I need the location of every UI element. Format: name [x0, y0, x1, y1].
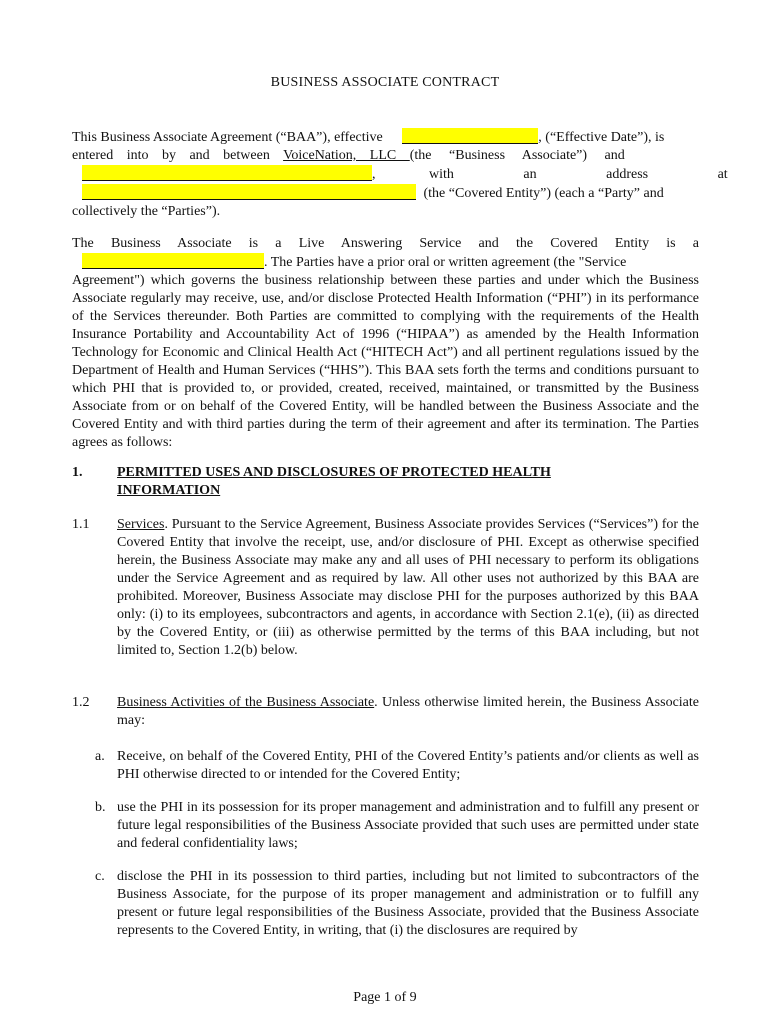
- subsection-body: [117, 516, 699, 660]
- effective-date-field[interactable]: [402, 128, 538, 144]
- subsection-title: Business Activities of the Business Associate: [117, 695, 375, 710]
- intro-text: (the “Covered Entity”) (each a “Party” and: [423, 186, 664, 201]
- background-paragraph: [72, 235, 699, 452]
- business-associate-name: VoiceNation, LLC: [283, 148, 410, 163]
- covered-entity-address-field[interactable]: [82, 184, 416, 200]
- intro-text: (the “Business Associate”) and: [409, 148, 625, 163]
- section-title: [117, 464, 637, 500]
- list-marker: c.: [95, 869, 105, 884]
- page-number: Page 1 of 9: [353, 990, 417, 1005]
- intro-text: entered into by and between: [72, 148, 270, 163]
- list-item-text: use the PHI in its possession for its proper management and administration and to fulfill any present or future legal responsibilities of the Business Associate provided that such uses are permitted under state and federal confidentiality laws;: [117, 800, 699, 851]
- section-number: 1.: [72, 465, 83, 480]
- subsection-text: . Unless otherwise limited herein, the Business Associate may:: [117, 695, 700, 728]
- subsection-number: 1.1: [72, 517, 90, 532]
- subsection-title: Services: [117, 517, 165, 532]
- intro-text: ,: [372, 167, 376, 182]
- document-title: BUSINESS ASSOCIATE CONTRACT: [270, 75, 500, 90]
- intro-text: , (“Effective Date”), is: [538, 130, 665, 145]
- subsection-number: 1.2: [72, 695, 90, 710]
- section-title-line-2: INFORMATION: [117, 483, 221, 498]
- background-line-2: [72, 253, 699, 272]
- background-line-1: The Business Associate is a Live Answering Service and the Covered Entity is a: [72, 236, 699, 251]
- intro-line-5: collectively the “Parties”).: [72, 204, 221, 219]
- intro-paragraph: [72, 128, 728, 221]
- covered-entity-type-field[interactable]: [82, 253, 264, 269]
- intro-line-2: [72, 147, 699, 165]
- intro-line-4: [72, 184, 699, 203]
- background-text-body: Agreement") which governs the business relationship between these parties and under which the Business Associate regularly may receive, use, and/or disclose Protected Health Information (“PHI”) in its performance of the Services thereunder. Both Parties are committed to complying with the requirements of the Health Insurance Portability and Accountability Act of 1996 (“HIPAA”) as amended by the Health Information Technology for Economic and Clinical Health Act (“HITECH Act”) and all pertinent regulations issued by the Department of Health and Human Services (“HHS”). This BAA sets forth the terms and conditions pursuant to which PHI that is provided to, or provided, created, received, maintained, or transmitted by the Business Associate from or on behalf of the Covered Entity, will be handled between the Business Associate and the Covered Entity and with third parties during the term of their agreement and after its termination. The Parties agrees as follows:: [72, 273, 699, 450]
- intro-text: This Business Associate Agreement (“BAA”), effective: [72, 130, 383, 145]
- covered-entity-name-field[interactable]: [82, 165, 372, 181]
- intro-line-1: [72, 128, 699, 147]
- list-item-text: disclose the PHI in its possession to third parties, including but not limited to subcontractors of the Business Associate, for the purpose of its proper management and administration or to fulfill any present or future legal responsibilities of the Business Associate, provided that the Business Associate represents to the Covered Entity, in writing, that (i) the disclosures are required by: [117, 869, 699, 938]
- background-text: . The Parties have a prior oral or written agreement (the "Service: [264, 255, 627, 270]
- list-marker: a.: [95, 749, 105, 764]
- intro-line-3: [72, 165, 728, 184]
- list-marker: b.: [95, 800, 106, 815]
- section-title-line-1: PERMITTED USES AND DISCLOSURES OF PROTECTED HEALTH: [117, 465, 551, 480]
- intro-text: with an address at: [429, 167, 728, 182]
- subsection-text: . Pursuant to the Service Agreement, Business Associate provides Services (“Services”) for the Covered Entity that involve the receipt, use, and/or disclosure of PHI. Except as otherwise specified herein, the Business Associate may make any and all uses of PHI necessary to perform its obligations under the Service Agreement and as required by law. All other uses not authorized by this BAA are prohibited. Moreover, Business Associate may disclose PHI for the purposes authorized by this BAA only: (i) to its employees, subcontractors and agents, in accordance with Section 2.1(e), (ii) as directed by the Covered Entity, or (iii) as otherwise permitted by the terms of this BAA including, but not limited to, Section 1.2(b) below.: [117, 517, 699, 658]
- subsection-body: [117, 694, 699, 730]
- list-item-text: Receive, on behalf of the Covered Entity, PHI of the Covered Entity’s patients and/or clients as well as PHI otherwise directed to or intended for the Covered Entity;: [117, 749, 699, 782]
